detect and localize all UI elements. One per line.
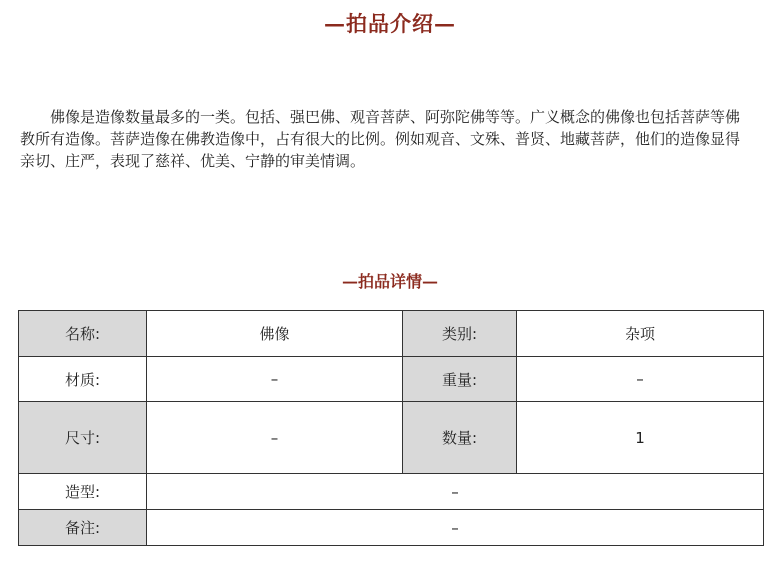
size-value: –: [147, 402, 403, 474]
lot-details-table: [18, 310, 764, 546]
size-label: 尺寸:: [19, 402, 147, 474]
shape-label: 造型:: [19, 474, 147, 510]
weight-value: –: [517, 357, 764, 402]
remarks-label: 备注:: [19, 510, 147, 546]
name-label: 名称:: [19, 311, 147, 357]
table-row: [19, 402, 764, 474]
shape-value: –: [147, 474, 764, 510]
lot-intro-text: 佛像是造像数量最多的一类。包括、强巴佛、观音菩萨、阿弥陀佛等等。广义概念的佛像也包括菩萨等佛教所有造像。菩萨造像在佛教造像中，占有很大的比例。例如观音、文殊、普贤、地藏菩萨，他们的造像显得亲切、庄严，表现了慈祥、优美、宁静的审美情调。: [20, 108, 741, 170]
table-row: [19, 474, 764, 510]
material-label: 材质:: [19, 357, 147, 402]
category-value: 杂项: [517, 311, 764, 357]
lot-intro-title: —拍品介绍—: [324, 11, 456, 36]
table-row: [19, 357, 764, 402]
quantity-value: 1: [517, 402, 764, 474]
table-row: [19, 510, 764, 546]
lot-details-title: —拍品详情—: [341, 272, 438, 291]
name-value: 佛像: [147, 311, 403, 357]
weight-label: 重量:: [403, 357, 517, 402]
remarks-value: –: [147, 510, 764, 546]
material-value: –: [147, 357, 403, 402]
table-row: [19, 311, 764, 357]
category-label: 类别:: [403, 311, 517, 357]
quantity-label: 数量:: [403, 402, 517, 474]
